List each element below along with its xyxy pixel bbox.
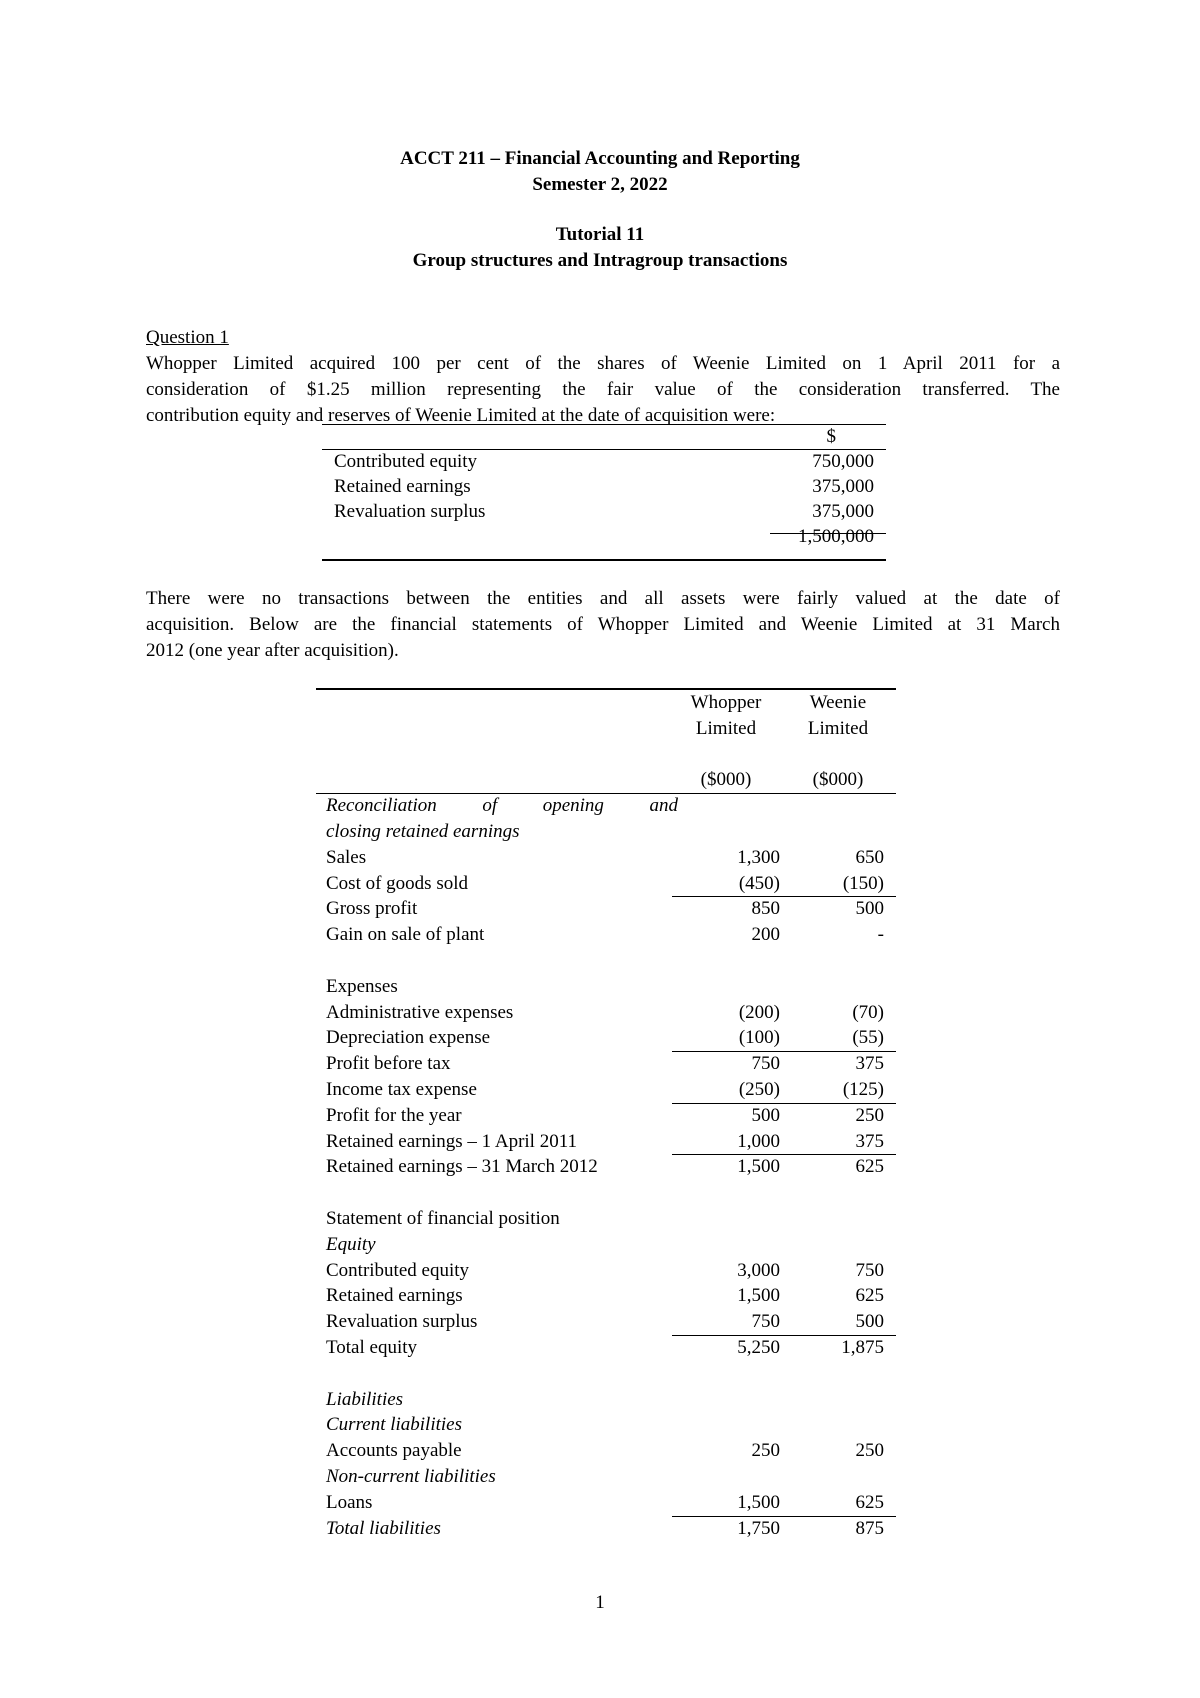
table-rule-bottom <box>322 559 886 561</box>
weenie-value: (55) <box>852 1027 884 1049</box>
question-heading: Question 1 <box>146 327 229 348</box>
weenie-value: 375 <box>855 1130 884 1152</box>
whopper-value: 1,750 <box>737 1517 780 1539</box>
section-heading-line: closing retained earnings <box>326 820 520 842</box>
table-row <box>316 1516 896 1542</box>
column-header: Whopper <box>690 692 762 713</box>
table-row <box>316 1206 896 1232</box>
whopper-value: 1,500 <box>737 1156 780 1178</box>
table-row <box>316 1000 896 1026</box>
spacer-row <box>316 1180 896 1206</box>
table-row <box>316 1232 896 1258</box>
whopper-value: 750 <box>751 1311 780 1333</box>
subtotal-rule <box>672 1154 896 1155</box>
row-value: 375,000 <box>812 501 874 522</box>
whopper-value: 1,500 <box>737 1285 780 1307</box>
table-row <box>316 1412 896 1438</box>
table-row <box>322 449 886 474</box>
row-label: Retained earnings – 1 April 2011 <box>326 1130 577 1152</box>
section-heading <box>316 793 896 819</box>
whopper-value: 750 <box>751 1053 780 1075</box>
weenie-value: 650 <box>855 846 884 868</box>
weenie-value: 625 <box>855 1285 884 1307</box>
row-label: Retained earnings <box>326 1285 463 1307</box>
row-label: Contributed equity <box>326 1259 470 1281</box>
row-label: Income tax expense <box>326 1078 477 1100</box>
spacer-row <box>316 948 896 974</box>
column-header: Limited <box>695 717 757 739</box>
row-label: Retained earnings – 31 March 2012 <box>326 1156 598 1178</box>
section-heading <box>316 819 896 845</box>
table-row <box>316 1464 896 1490</box>
spacer-row <box>316 1361 896 1387</box>
weenie-value: 500 <box>855 1311 884 1333</box>
table-row <box>316 1438 896 1464</box>
row-label: Cost of goods sold <box>326 872 468 894</box>
whopper-value: 5,250 <box>737 1336 780 1358</box>
column-header: Limited <box>807 717 869 739</box>
question-paragraph-2 <box>146 586 1060 664</box>
table-row <box>316 896 896 922</box>
table-row <box>316 974 896 1000</box>
subtotal-rule <box>672 1516 896 1517</box>
row-label: Accounts payable <box>326 1440 462 1462</box>
table-row <box>316 1077 896 1103</box>
column-unit: ($000) <box>700 769 752 791</box>
spacer-row <box>316 742 896 768</box>
weenie-value: 500 <box>855 898 884 920</box>
row-label: Retained earnings <box>334 476 471 497</box>
paragraph-line: consideration of $1.25 million representing the fair value of the consideration transferred. The <box>146 379 1060 400</box>
topic-title: Group structures and Intragroup transactions <box>412 250 788 271</box>
page-number: 1 <box>595 1592 605 1613</box>
weenie-value: - <box>877 924 884 946</box>
row-label: Profit for the year <box>326 1104 462 1126</box>
header-row <box>316 767 896 793</box>
column-header: Weenie <box>809 692 867 713</box>
table-row <box>316 1283 896 1309</box>
weenie-value: 750 <box>855 1259 884 1281</box>
table-rule-header <box>322 449 886 450</box>
whopper-value: (450) <box>738 872 780 894</box>
currency-label: $ <box>826 426 836 447</box>
course-title: ACCT 211 – Financial Accounting and Reporting <box>400 148 800 169</box>
row-label: Administrative expenses <box>326 1001 514 1023</box>
table-row <box>316 1490 896 1516</box>
table-row <box>316 1103 896 1129</box>
subtotal-rule <box>770 533 886 534</box>
total-value: 1,500,000 <box>798 526 874 547</box>
whopper-value: 500 <box>751 1104 780 1126</box>
row-label: Loans <box>326 1491 373 1513</box>
financial-statements-table <box>316 690 896 1541</box>
row-label: Expenses <box>326 975 398 997</box>
paragraph-line: contribution equity and reserves of Weenie Limited at the date of acquisition were: <box>146 405 776 426</box>
weenie-value: 875 <box>855 1517 884 1539</box>
table-row <box>316 922 896 948</box>
subtotal-rule <box>672 1103 896 1104</box>
weenie-value: 250 <box>855 1440 884 1462</box>
acquisition-equity-table <box>322 424 886 549</box>
tutorial-title: Tutorial 11 <box>555 224 645 245</box>
row-label: Revaluation surplus <box>326 1311 478 1333</box>
subtitle-block <box>0 222 1200 274</box>
whopper-value: (100) <box>738 1027 780 1049</box>
row-label: Equity <box>326 1233 376 1255</box>
weenie-value: 375 <box>855 1053 884 1075</box>
weenie-value: 625 <box>855 1491 884 1513</box>
row-label: Non-current liabilities <box>326 1465 496 1487</box>
row-label: Liabilities <box>326 1388 404 1410</box>
table-row <box>322 474 886 499</box>
row-label: Depreciation expense <box>326 1027 491 1049</box>
table-row <box>316 1154 896 1180</box>
paragraph-line: There were no transactions between the entities and all assets were fairly valued at the date of <box>146 588 1060 609</box>
row-value: 750,000 <box>812 451 874 472</box>
weenie-value: (150) <box>842 872 884 894</box>
header-underline <box>316 793 896 794</box>
row-label: Sales <box>326 846 367 868</box>
whopper-value: 1,000 <box>737 1130 780 1152</box>
whopper-value: 850 <box>751 898 780 920</box>
table-row <box>316 845 896 871</box>
table-row <box>316 1335 896 1361</box>
weenie-value: (70) <box>852 1001 884 1023</box>
weenie-value: 1,875 <box>841 1336 884 1358</box>
table-row <box>316 1025 896 1051</box>
paragraph-line: Whopper Limited acquired 100 per cent of the shares of Weenie Limited on 1 April 2011 for a <box>146 353 1060 374</box>
whopper-value: (250) <box>738 1078 780 1100</box>
title-block <box>0 146 1200 198</box>
row-label: Gross profit <box>326 898 418 920</box>
row-label: Statement of financial position <box>326 1207 560 1229</box>
row-value: 375,000 <box>812 476 874 497</box>
whopper-value: 1,300 <box>737 846 780 868</box>
row-label: Revaluation surplus <box>334 501 486 522</box>
row-label: Total equity <box>326 1336 418 1358</box>
currency-row <box>322 424 886 449</box>
row-label: Gain on sale of plant <box>326 924 485 946</box>
subtotal-rule <box>672 1051 896 1052</box>
table-row <box>316 871 896 897</box>
header-row <box>316 716 896 742</box>
paragraph-line: acquisition. Below are the financial statements of Whopper Limited and Weenie Limited at 31 March <box>146 614 1060 635</box>
table-row <box>316 1309 896 1335</box>
column-unit: ($000) <box>812 769 864 791</box>
row-label: Current liabilities <box>326 1414 462 1436</box>
header-row <box>316 690 896 716</box>
whopper-value: (200) <box>738 1001 780 1023</box>
whopper-value: 250 <box>751 1440 780 1462</box>
semester-line: Semester 2, 2022 <box>532 174 668 195</box>
whopper-value: 1,500 <box>737 1491 780 1513</box>
row-label: Profit before tax <box>326 1053 451 1075</box>
paragraph-line: 2012 (one year after acquisition). <box>146 640 399 661</box>
table-row <box>316 1129 896 1155</box>
weenie-value: 250 <box>855 1104 884 1126</box>
question-paragraph-1 <box>146 351 1060 429</box>
table-row <box>322 499 886 524</box>
row-label: Contributed equity <box>334 451 478 472</box>
table-row <box>316 1258 896 1284</box>
weenie-value: 625 <box>855 1156 884 1178</box>
weenie-value: (125) <box>842 1078 884 1100</box>
subtotal-rule <box>672 1335 896 1336</box>
row-label: Total liabilities <box>326 1517 441 1539</box>
table-row <box>316 1387 896 1413</box>
whopper-value: 3,000 <box>737 1259 780 1281</box>
subtotal-rule <box>672 896 896 897</box>
section-heading-line: Reconciliation of opening and <box>326 795 678 817</box>
total-row <box>322 524 886 549</box>
whopper-value: 200 <box>751 924 780 946</box>
table-row <box>316 1051 896 1077</box>
